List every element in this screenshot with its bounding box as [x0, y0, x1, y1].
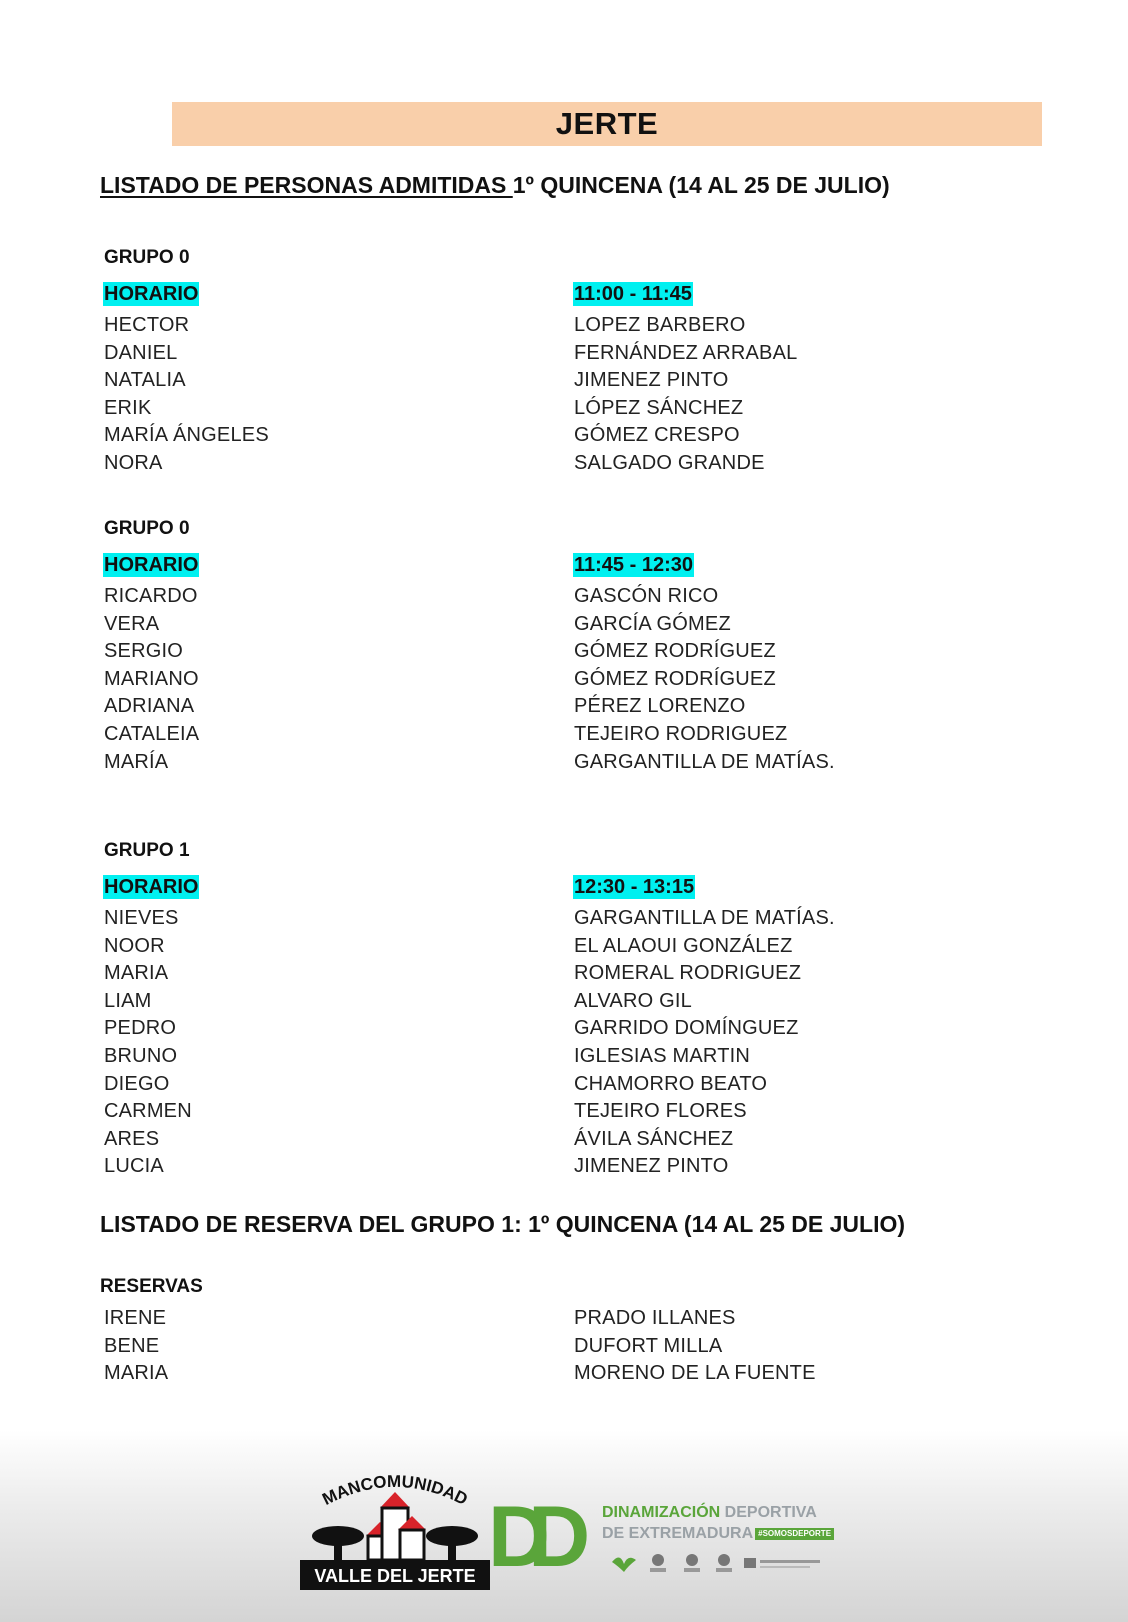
list-item: GARGANTILLA DE MATÍAS. — [574, 907, 835, 929]
list-item: LIAM — [104, 989, 152, 1012]
list-item: ALVARO GIL — [574, 989, 692, 1012]
admitted-list-heading — [100, 172, 890, 199]
first-name-list — [104, 583, 199, 776]
list-item: VERA — [104, 612, 160, 635]
admitted-heading-underlined: LISTADO DE PERSONAS ADMITIDAS — [100, 172, 513, 198]
list-item: NIEVES — [104, 907, 179, 929]
last-name-list — [574, 583, 835, 776]
list-item: ROMERAL RODRIGUEZ — [574, 962, 802, 985]
list-item: ERIK — [104, 396, 152, 419]
list-item: PÉREZ LORENZO — [574, 695, 746, 718]
list-item: MARIA — [104, 962, 169, 985]
dd-mark: DD — [488, 1498, 569, 1572]
mancomunidad-valle-del-jerte-logo — [300, 1470, 490, 1590]
crest-caption — [650, 1568, 666, 1572]
list-item: JIMENEZ PINTO — [574, 1155, 729, 1178]
list-item: MARIANO — [104, 667, 199, 690]
emblem-icon — [744, 1558, 756, 1568]
list-item: HECTOR — [104, 314, 190, 336]
last-name-list — [574, 905, 835, 1181]
first-name-list — [104, 312, 269, 478]
group-label: GRUPO 0 — [104, 518, 190, 539]
tree-trunk — [448, 1536, 456, 1560]
list-item: GARGANTILLA DE MATÍAS. — [574, 750, 835, 773]
list-item: ARES — [104, 1127, 160, 1150]
list-item: CHAMORRO BEATO — [574, 1072, 768, 1095]
dd-badge: #SOMOSDEPORTE — [755, 1528, 834, 1540]
list-item: DIEGO — [104, 1072, 170, 1095]
list-item: TEJEIRO FLORES — [574, 1100, 747, 1123]
list-item: NORA — [104, 451, 163, 474]
list-item: GARRIDO DOMÍNGUEZ — [574, 1017, 799, 1040]
list-item: GARCÍA GÓMEZ — [574, 612, 731, 635]
reserve-first-name-list — [104, 1305, 168, 1388]
list-item: NOOR — [104, 934, 165, 957]
list-item: DUFORT MILLA — [574, 1334, 723, 1357]
list-item: ÁVILA SÁNCHEZ — [574, 1127, 734, 1150]
list-item: CATALEIA — [104, 722, 200, 745]
list-item: JIMENEZ PINTO — [574, 369, 729, 392]
list-item: GÓMEZ RODRÍGUEZ — [574, 667, 776, 690]
list-item: PRADO ILLANES — [574, 1307, 736, 1329]
group-label: GRUPO 1 — [104, 840, 190, 861]
horario-time: 11:00 - 11:45 — [574, 283, 692, 305]
dd-logo — [488, 1498, 596, 1572]
list-item: ADRIANA — [104, 695, 195, 718]
emblem-caption — [760, 1560, 820, 1563]
list-item: BRUNO — [104, 1044, 178, 1067]
reserve-last-name-list — [574, 1305, 816, 1388]
first-name-list — [104, 905, 192, 1181]
reserves-label: RESERVAS — [100, 1276, 203, 1297]
group-label: GRUPO 0 — [104, 247, 190, 268]
list-item: LOPEZ BARBERO — [574, 314, 746, 336]
list-item: MARÍA — [104, 750, 169, 773]
dd-line1-b: DEPORTIVA — [724, 1504, 817, 1521]
list-item: FERNÁNDEZ ARRABAL — [574, 341, 798, 364]
list-item: IGLESIAS MARTIN — [574, 1044, 751, 1067]
list-item: EL ALAOUI GONZÁLEZ — [574, 934, 793, 957]
crest-icon — [686, 1554, 698, 1566]
list-item: IRENE — [104, 1307, 167, 1329]
crest-caption — [716, 1568, 732, 1572]
partner-logos — [610, 1550, 830, 1576]
list-item: LUCIA — [104, 1155, 164, 1178]
horario-time: 12:30 - 13:15 — [574, 876, 695, 898]
list-item: LÓPEZ SÁNCHEZ — [574, 396, 744, 419]
crest-icon — [652, 1554, 664, 1566]
list-item: GÓMEZ CRESPO — [574, 424, 740, 447]
list-item: MARÍA ÁNGELES — [104, 424, 269, 447]
list-item: NATALIA — [104, 369, 186, 392]
list-item: MARIA — [104, 1362, 169, 1385]
horario-label: HORARIO — [104, 876, 199, 898]
list-item: BENE — [104, 1334, 160, 1357]
page-title: JERTE — [172, 102, 1042, 146]
house-icon — [400, 1530, 424, 1560]
list-item: RICARDO — [104, 585, 198, 607]
roof-icon — [380, 1492, 410, 1508]
crest-icon — [718, 1554, 730, 1566]
list-item: CARMEN — [104, 1100, 192, 1123]
list-item: PEDRO — [104, 1017, 177, 1040]
list-item: MORENO DE LA FUENTE — [574, 1362, 816, 1385]
horario-time: 11:45 - 12:30 — [574, 554, 693, 576]
admitted-heading-period: 1º QUINCENA (14 AL 25 DE JULIO) — [512, 172, 890, 198]
leaf-icon — [612, 1557, 636, 1572]
dinamizacion-deportiva-text — [602, 1502, 834, 1544]
reserve-list-heading: LISTADO DE RESERVA DEL GRUPO 1: 1º QUINCENA (14 AL 25 DE JULIO) — [100, 1211, 906, 1237]
list-item: TEJEIRO RODRIGUEZ — [574, 722, 788, 745]
dd-line1-a: DINAMIZACIÓN — [602, 1504, 721, 1521]
dd-line2: DE EXTREMADURA — [602, 1525, 754, 1542]
list-item: GASCÓN RICO — [574, 585, 719, 607]
emblem-caption — [760, 1566, 810, 1568]
list-item: SERGIO — [104, 640, 183, 663]
list-item: SALGADO GRANDE — [574, 451, 765, 474]
crest-caption — [684, 1568, 700, 1572]
list-item: GÓMEZ RODRÍGUEZ — [574, 640, 776, 663]
tree-trunk — [334, 1536, 342, 1560]
mancomunidad-name: VALLE DEL JERTE — [314, 1566, 476, 1586]
horario-label: HORARIO — [104, 283, 199, 305]
last-name-list — [574, 312, 797, 478]
mancomunidad-arc-text: MANCOMUNIDAD — [319, 1471, 471, 1509]
list-item: DANIEL — [104, 341, 178, 364]
horario-label: HORARIO — [104, 554, 199, 576]
